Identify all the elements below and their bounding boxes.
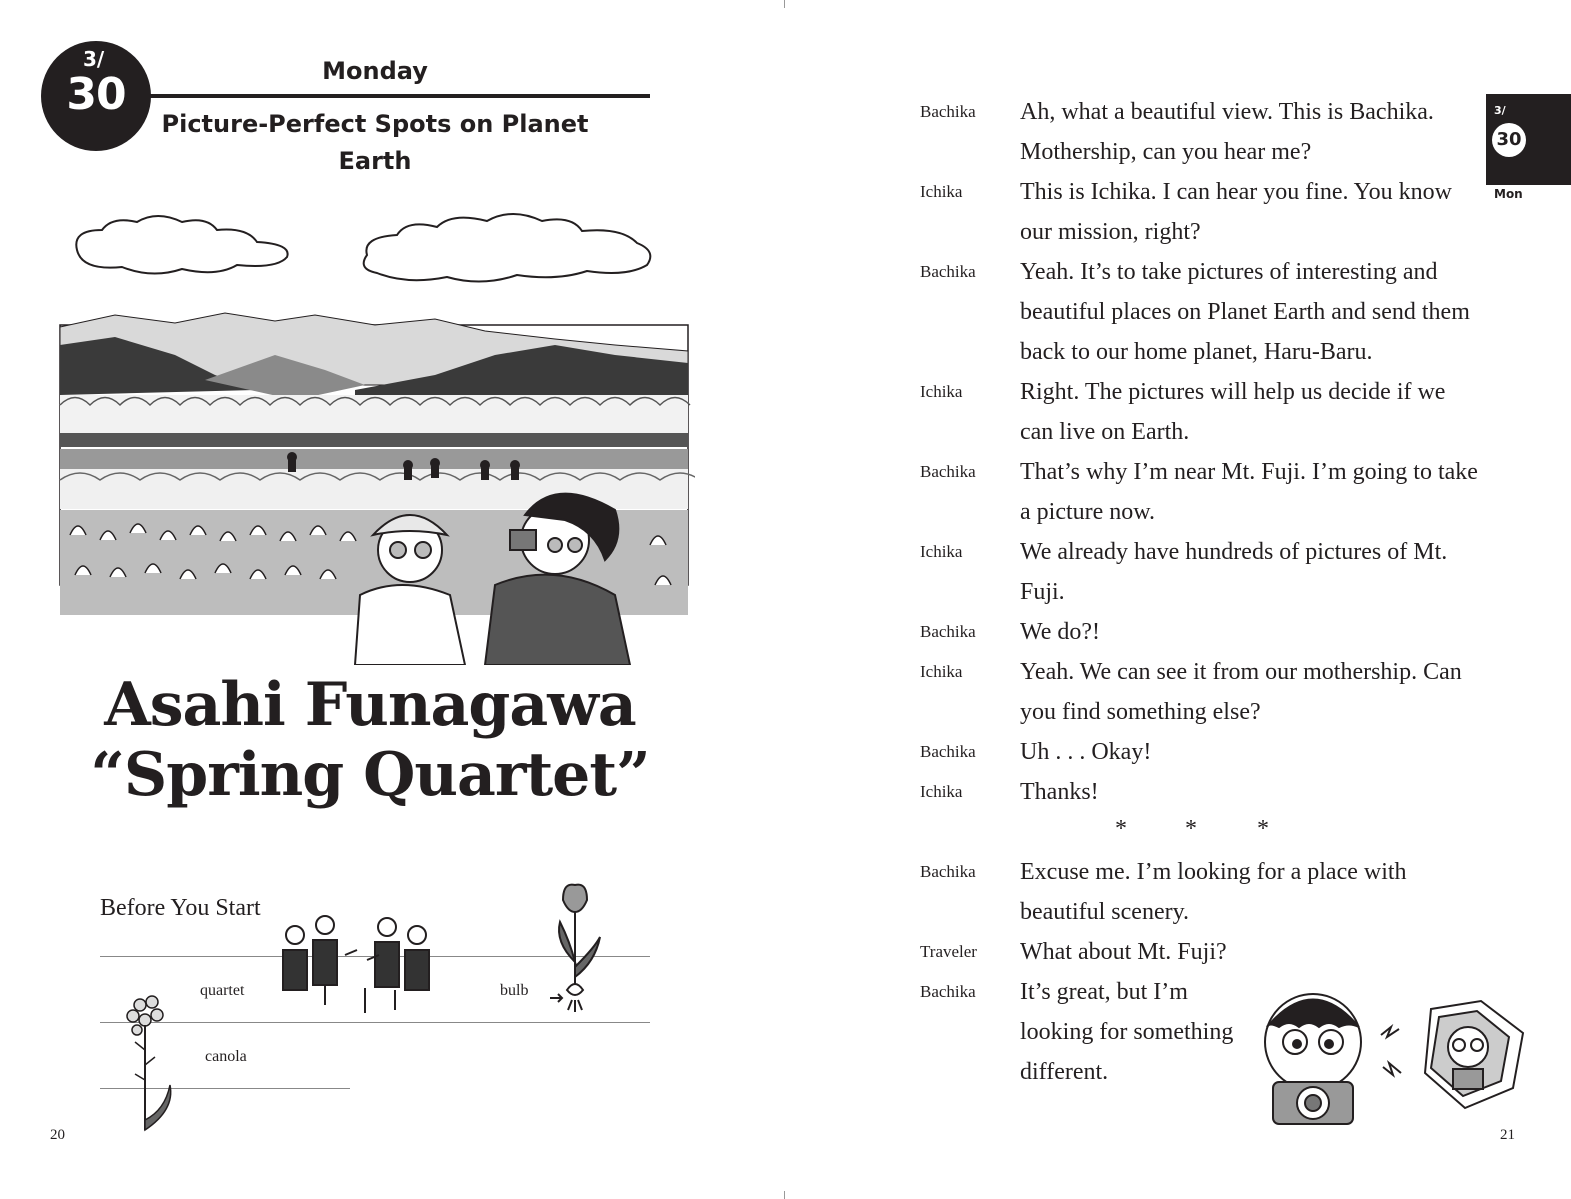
dialogue-line: Right. The pictures will help us decide if we can live on Earth. (1020, 379, 1446, 445)
page-subtitle: Picture-Perfect Spots on Planet Earth (161, 110, 589, 175)
dialogue-line: We already have hundreds of pictures of Mt. Fuji. (1020, 539, 1448, 605)
scene-break (920, 812, 1480, 852)
dialogue-row (920, 92, 1480, 172)
tab-weekday: Mon (1494, 187, 1523, 201)
dialogue-line: Thanks! (1020, 779, 1099, 805)
scene-break-star: * (1185, 816, 1197, 842)
dialogue-row (920, 612, 1480, 652)
speaker-name: Traveler (920, 942, 977, 961)
weekday: Monday (322, 57, 428, 85)
speaker-name: Ichika (920, 182, 963, 201)
scene-break-star: * (1115, 816, 1127, 842)
speaker-name: Bachika (920, 622, 976, 641)
camera-characters-illustration (1253, 987, 1533, 1137)
tab-day: 30 (1496, 129, 1522, 150)
dialogue (920, 92, 1480, 1092)
dialogue-line: What about Mt. Fuji? (1020, 939, 1227, 965)
right-page (785, 0, 1571, 1199)
dialogue-row (920, 932, 1480, 972)
dialogue-row (920, 252, 1480, 372)
dialogue-line: We do?! (1020, 619, 1101, 645)
spring-landscape-illustration (55, 205, 695, 665)
dialogue-row (920, 772, 1480, 812)
clouds (76, 214, 650, 282)
dialogue-line: Yeah. It’s to take pictures of interesting and beautiful places on Planet Earth and send them back to our home planet, Haru-Baru. (1020, 259, 1470, 365)
page-number: 21 (1500, 1127, 1515, 1143)
tulip-bulb-illustration (550, 882, 610, 1022)
header-rule (140, 94, 650, 98)
date-badge (41, 41, 151, 151)
scene-break-star: * (1257, 816, 1269, 842)
tab-month: 3/ (1494, 104, 1506, 117)
dialogue-line: That’s why I’m near Mt. Fuji. I’m going to take a picture now. (1020, 459, 1478, 525)
speaker-name: Ichika (920, 662, 963, 681)
dialogue-row (920, 372, 1480, 452)
speaker-name: Bachika (920, 262, 976, 281)
vocab-word-quartet: quartet (200, 982, 245, 999)
dialogue-line: Ah, what a beautiful view. This is Bachika. Mothership, can you hear me? (1020, 99, 1434, 165)
speaker-name: Bachika (920, 862, 976, 881)
vocab-word-canola: canola (205, 1048, 247, 1065)
dialogue-line: Yeah. We can see it from our mothership. Can you find something else? (1020, 659, 1462, 725)
dialogue-row (920, 452, 1480, 532)
dialogue-line: Excuse me. I’m looking for a place with beautiful scenery. (1020, 859, 1407, 925)
left-page (0, 0, 785, 1199)
vocab-heading: Before You Start (100, 895, 261, 921)
dialogue-row (920, 732, 1480, 772)
speaker-name: Ichika (920, 782, 963, 801)
tab-day-circle (1492, 123, 1526, 157)
title-line-2: “Spring Quartet” (90, 740, 650, 810)
speaker-name: Ichika (920, 382, 963, 401)
quartet-illustration (275, 905, 440, 1020)
dialogue-line: Uh . . . Okay! (1020, 739, 1152, 765)
dialogue-row (920, 172, 1480, 252)
dialogue-row (920, 652, 1480, 732)
page-number: 20 (50, 1127, 65, 1143)
title-line-1: Asahi Funagawa (104, 670, 636, 740)
dialogue-row (920, 532, 1480, 612)
date-tab (1486, 94, 1571, 185)
date-day: 30 (66, 69, 126, 120)
date-month: 3/ (83, 47, 105, 71)
speaker-name: Bachika (920, 982, 976, 1001)
dialogue-row (920, 852, 1480, 932)
speaker-name: Bachika (920, 742, 976, 761)
cherry-trees (60, 395, 695, 509)
dialogue-line: This is Ichika. I can hear you fine. You know our mission, right? (1020, 179, 1452, 245)
story-title (60, 670, 680, 810)
canola-illustration (115, 990, 185, 1135)
speaker-name: Bachika (920, 102, 976, 121)
speaker-name: Ichika (920, 542, 963, 561)
vocab-word-bulb: bulb (500, 982, 529, 999)
dialogue-line: It’s great, but I’m looking for something different. (1020, 979, 1234, 1085)
speaker-name: Bachika (920, 462, 976, 481)
